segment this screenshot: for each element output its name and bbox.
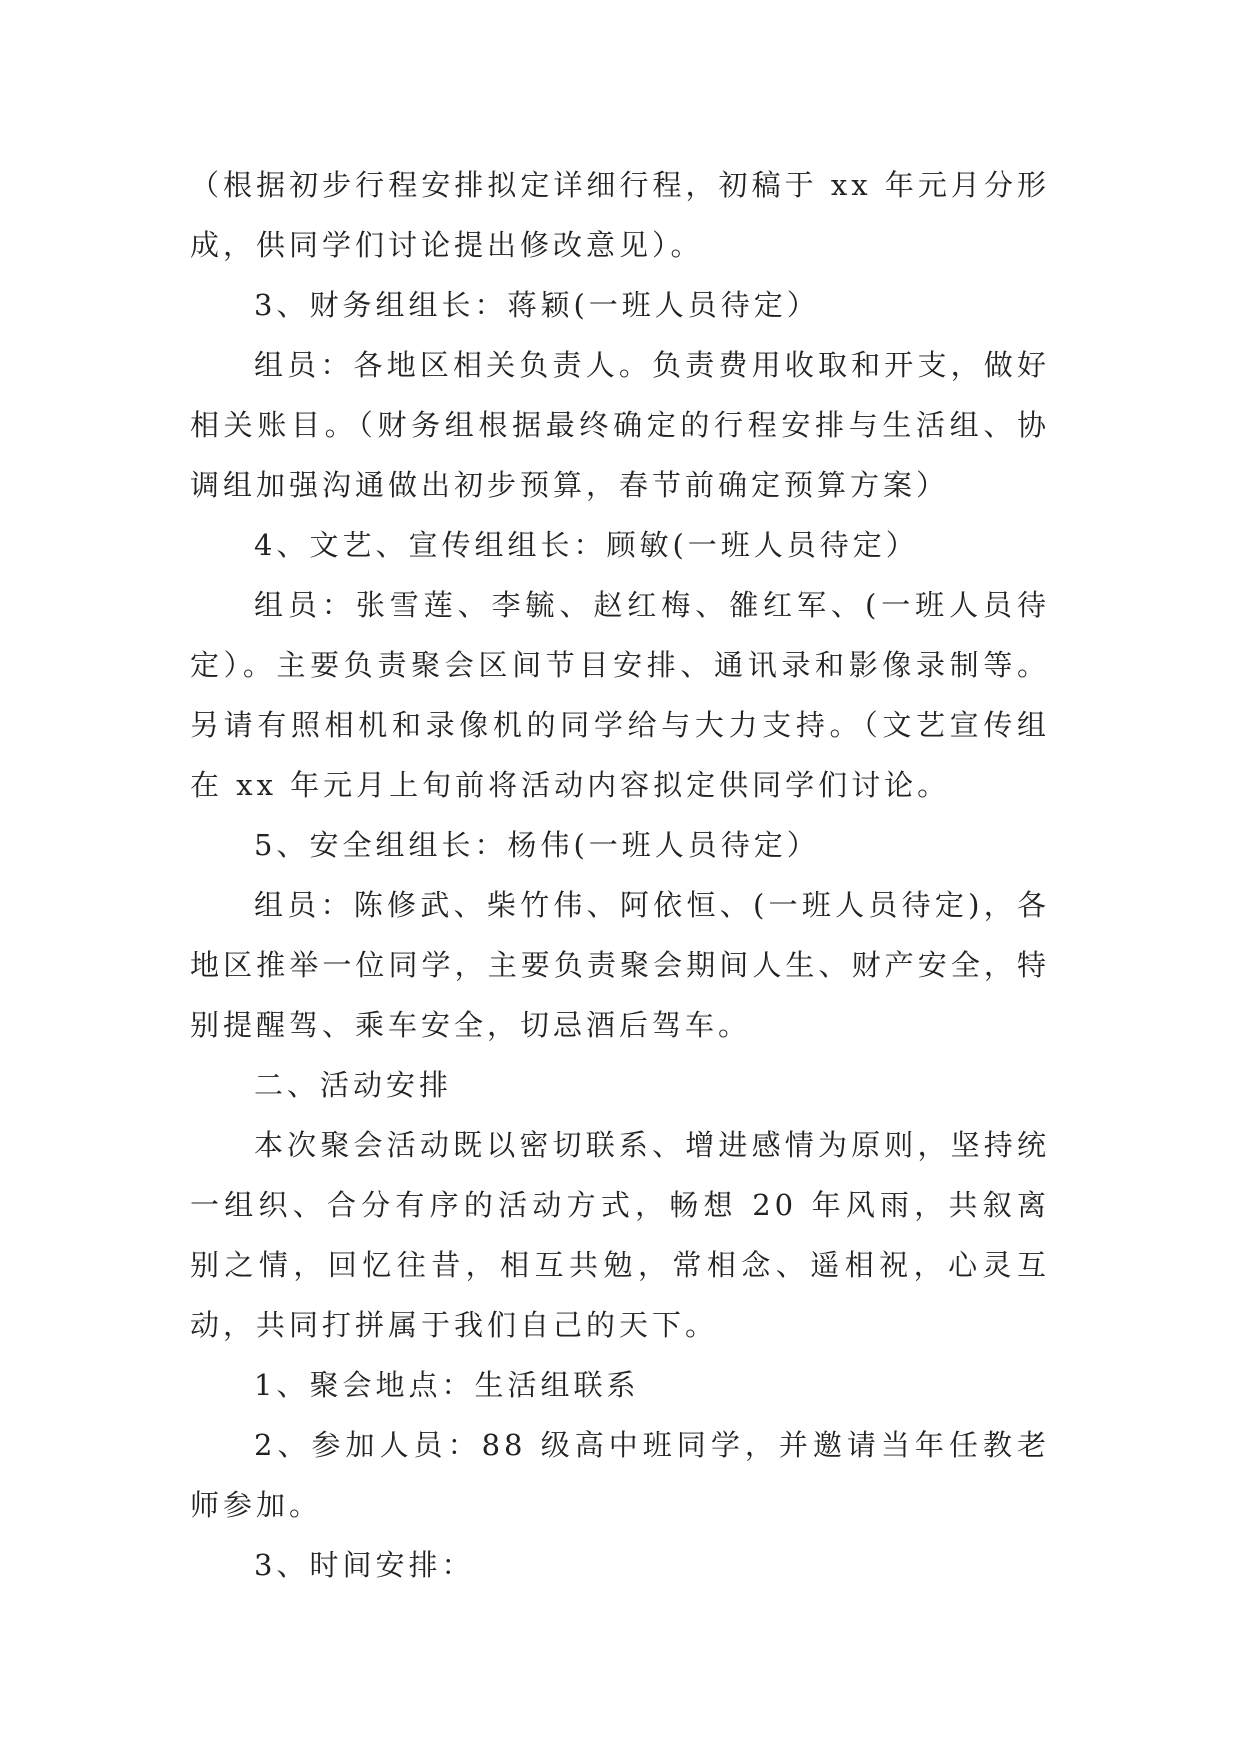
paragraph-activity-principle: 本次聚会活动既以密切联系、增进感情为原则，坚持统一组织、合分有序的活动方式，畅想 20 年风雨，共叙离别之情，回忆往昔，相互共勉，常相念、遥相祝，心灵互动，共同打拼属于我们自己的天下。 — [190, 1128, 1050, 1342]
paragraph-participants: 2、参加人员：88 级高中班同学，并邀请当年任教老师参加。 — [190, 1428, 1050, 1522]
paragraph-schedule: 3、时间安排： — [254, 1548, 475, 1582]
paragraph-finance-leader: 3、财务组组长：蒋颖(一班人员待定） — [254, 288, 820, 322]
paragraph-venue: 1、聚会地点：生活组联系 — [254, 1368, 640, 1402]
section-heading-activities: 二、活动安排 — [254, 1068, 453, 1102]
paragraph-finance-members: 组员：各地区相关负责人。负责费用收取和开支，做好相关账目。（财务组根据最终确定的行程安排与生活组、协调组加强沟通做出初步预算，春节前确定预算方案） — [190, 348, 1050, 502]
paragraph-itinerary-note: （根据初步行程安排拟定详细行程，初稿于 xx 年元月分形成，供同学们讨论提出修改意见）。 — [190, 168, 1050, 262]
paragraph-safety-leader: 5、安全组组长：杨伟(一班人员待定） — [254, 828, 820, 862]
paragraph-safety-members: 组员：陈修武、柴竹伟、阿依恒、(一班人员待定)，各地区推举一位同学，主要负责聚会期间人生、财产安全，特别提醒驾、乘车安全，切忌酒后驾车。 — [190, 888, 1050, 1042]
document-body — [190, 155, 1050, 1595]
paragraph-arts-members: 组员：张雪莲、李毓、赵红梅、雒红军、(一班人员待定）。主要负责聚会区间节目安排、通讯录和影像录制等。另请有照相机和录像机的同学给与大力支持。（文艺宣传组在 xx 年元月上旬前将活动内容拟定供同学们讨论。 — [190, 588, 1050, 802]
paragraph-arts-leader: 4、文艺、宣传组组长：顾敏(一班人员待定） — [254, 528, 919, 562]
